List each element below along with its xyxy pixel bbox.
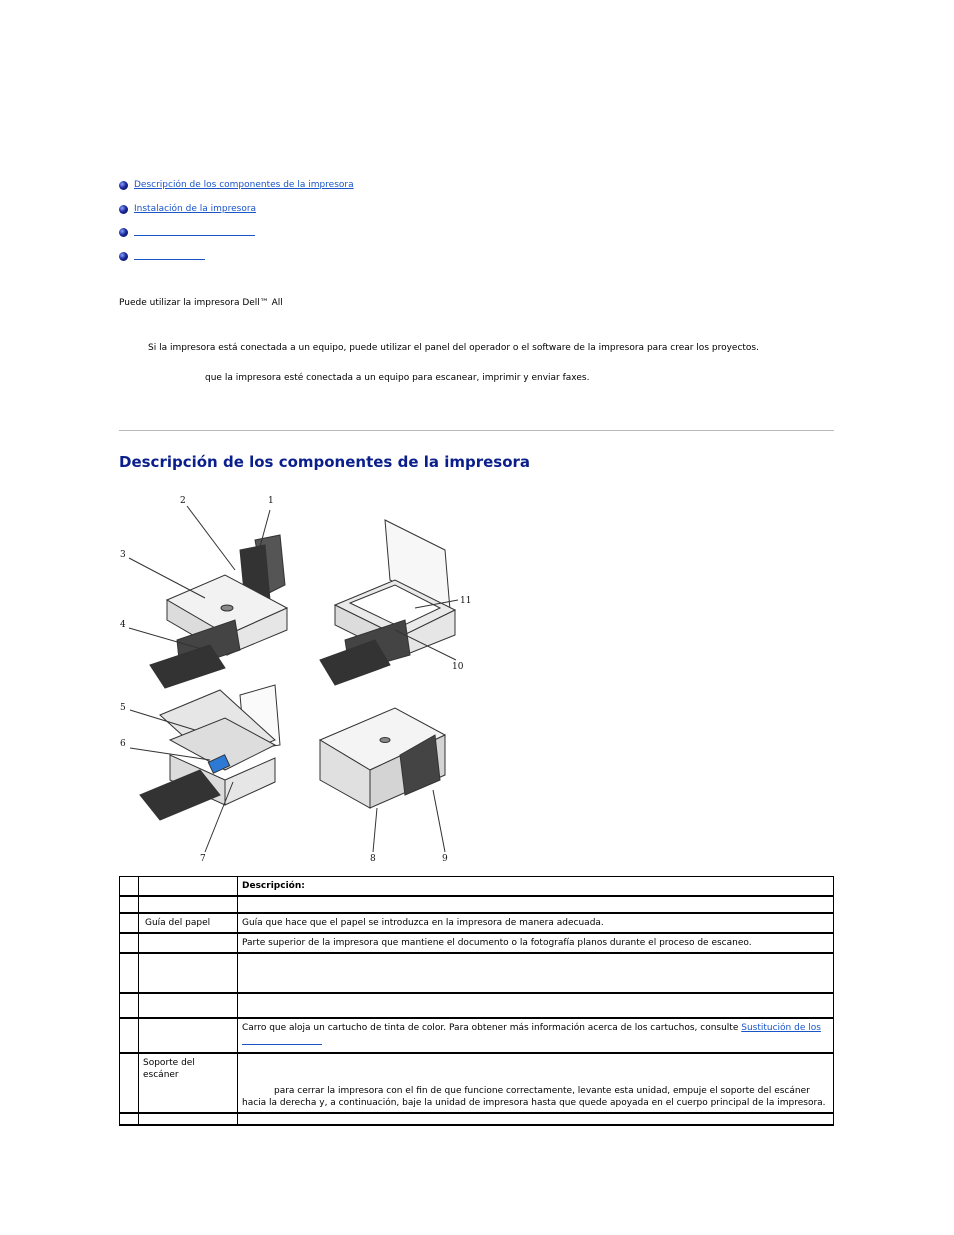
table-header-row [120,877,834,897]
toc-link-3[interactable] [134,225,255,236]
table-cell-desc [238,1018,834,1053]
bullet-icon [119,205,128,214]
callout-7: 7 [200,854,206,864]
table-cell [120,1018,139,1053]
table-cell [120,896,139,913]
section-title: Descripción de los componentes de la impresora [119,453,531,471]
table-cell-desc: Guía que hace que el papel se introduzca en la impresora de manera adecuada. [238,913,834,933]
callout-6: 6 [120,739,126,749]
table-cell-desc: para cerrar la impresora con el fin de que funcione correctamente, levante esta unidad, empuje el soporte del escáner hacia la derecha y, a continuación, baje la unidad de impresora hasta que quede apoyada en el cuerpo principal de la impresora. [238,1053,834,1113]
table-cell [120,993,139,1018]
toc-item [119,249,354,273]
table-row [120,933,834,953]
callout-5: 5 [120,703,126,713]
intro-paragraph-3: que la impresora esté conectada a un equipo para escanear, imprimir y enviar faxes. [205,373,590,383]
table-row [120,896,834,913]
callout-8: 8 [370,854,376,864]
toc-link-instalacion[interactable]: Instalación de la impresora [134,203,257,214]
table-cell-part: Soporte del escáner [139,1053,238,1113]
callout-11: 11 [460,596,472,606]
table-cell-part: Guía del papel [139,913,238,933]
table-cell-desc [238,993,834,1018]
table-cell [120,933,139,953]
components-table [119,876,834,1126]
toc-item [119,225,354,249]
table-cell-desc: Parte superior de la impresora que mantiene el documento o la fotografía planos durante el proceso de escaneo. [238,933,834,953]
callout-9: 9 [442,854,448,864]
table-cell [139,877,238,897]
table-cell-part [139,1018,238,1053]
callout-3: 3 [120,550,126,560]
table-cell [120,1113,139,1125]
table-row [120,953,834,993]
intro-paragraph-2: Si la impresora está conectada a un equipo, puede utilizar el panel del operador o el software de la impresora para crear los proyectos. [148,343,759,353]
toc-item [119,202,354,226]
callout-1: 1 [268,496,274,506]
table-row [120,913,834,933]
table-cell [120,953,139,993]
table-cell-part [139,1113,238,1125]
table-row [120,1113,834,1125]
table-cell [120,877,139,897]
callout-4: 4 [120,620,126,630]
cartridge-desc-text: Carro que aloja un cartucho de tinta de color. Para obtener más información acerca de los cartuchos, consulte [242,1023,742,1033]
bullet-icon [119,252,128,261]
table-cell [139,896,238,913]
toc-item [119,178,354,202]
table-header-description: Descripción: [238,877,834,897]
table-row [120,1053,834,1113]
section-divider [119,430,834,431]
bullet-icon [119,228,128,237]
table-cell-desc [238,1113,834,1125]
table-cell-part [139,953,238,993]
table-cell [238,896,834,913]
table-cell-desc [238,953,834,993]
toc-link-componentes[interactable]: Descripción de los componentes de la impresora [134,180,354,190]
toc-list [119,178,354,272]
sustitucion-cartuchos-link-cont[interactable] [242,1034,322,1045]
table-cell-part [139,933,238,953]
bullet-icon [119,181,128,190]
callout-2: 2 [180,496,186,506]
sustitucion-cartuchos-link[interactable]: Sustitución de los [741,1023,821,1033]
toc-link-4[interactable] [134,249,205,260]
table-cell [120,1053,139,1113]
intro-paragraph-1: Puede utilizar la impresora Dell™ All [119,298,283,308]
printer-components-figure [115,490,475,868]
table-cell-part [139,993,238,1018]
table-row [120,1018,834,1053]
table-cell [120,913,139,933]
callout-10: 10 [452,662,464,672]
table-row [120,993,834,1018]
